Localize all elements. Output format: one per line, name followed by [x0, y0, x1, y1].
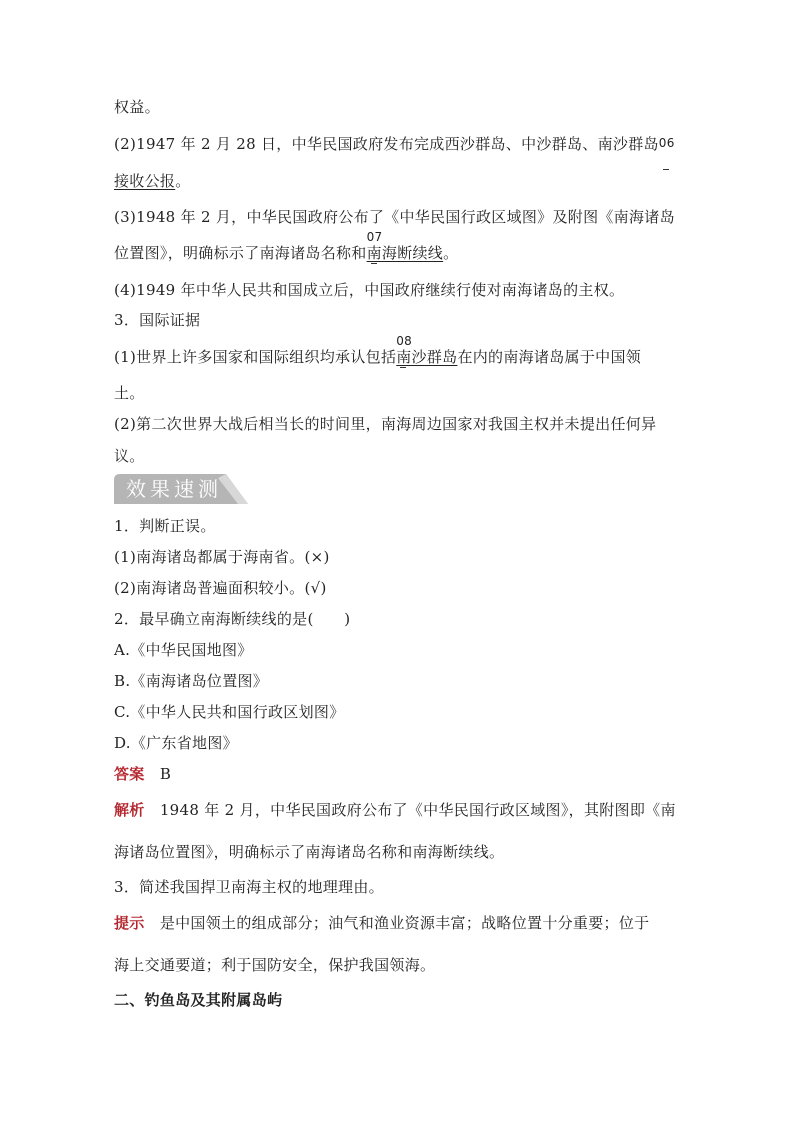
text-line: 土。: [114, 384, 145, 402]
blank-dash: [400, 367, 406, 368]
answer-label: 答案: [114, 765, 145, 783]
underlined-duanxuxian: 南海断续线: [366, 244, 444, 262]
subheading-international: 3．国际证据: [114, 311, 201, 329]
question-3: 3．简述我国捍卫南海主权的地理理由。: [114, 878, 384, 896]
option-d: D.《广东省地图》: [114, 734, 238, 752]
text-line: (1)世界上许多国家和国际组织均承认包括 08 南沙群岛 在内的南海诸岛属于中国领: [114, 334, 642, 366]
section-banner: [114, 474, 248, 504]
text-line: 接收公报。: [114, 172, 191, 190]
text-1948: (3)1948 年 2 月，中华民国政府公布了《中华民国行政区域图》及附图《南海诸岛: [114, 208, 675, 226]
analysis-line-1: 解析 1948 年 2 月，中华民国政府公布了《中华民国行政区域图》，其附图即《南: [114, 801, 676, 819]
answer-line: [114, 764, 171, 784]
blank-number-08: 08: [396, 334, 413, 348]
text-1947: (2)1947 年 2 月 28 日，中华民国政府发布完成西沙群岛、中沙群岛、南沙群岛: [114, 135, 659, 153]
fill-blank-07: [366, 230, 444, 263]
text-line: [114, 97, 160, 117]
hint-label: 提示: [114, 914, 145, 932]
text-line: 位置图》，明确标示了南海诸岛名称和 07 南海断续线 。: [114, 230, 459, 262]
option-b: B.《南海诸岛位置图》: [114, 672, 269, 690]
banner-label: 效果速测: [126, 477, 222, 501]
analysis-line-2: 海诸岛位置图》，明确标示了南海诸岛名称和南海断续线。: [114, 843, 505, 861]
text-line: [114, 134, 675, 154]
text-line: (2)第二次世界大战后相当长的时间里，南海周边国家对我国主权并未提出任何异: [114, 415, 657, 433]
option-a: A.《中华民国地图》: [114, 641, 253, 659]
text-quanyi: 权益。: [114, 98, 160, 116]
text-line: [114, 207, 675, 227]
blank-number-06: 06: [658, 136, 675, 150]
blank-dash: [663, 169, 669, 170]
question-1: 1．判断正误。: [114, 517, 216, 535]
blank-number-07: 07: [366, 230, 383, 244]
question-2: 2．最早确立南海断续线的是( ): [114, 610, 351, 628]
blank-dash: [371, 263, 377, 264]
hint-line-1: 提示 是中国领土的组成部分；油气和渔业资源丰富；战略位置十分重要；位于: [114, 914, 650, 932]
option-c: C.《中华人民共和国行政区划图》: [114, 703, 345, 721]
hint-line-2: 海上交通要道；利于国防安全，保护我国领海。: [114, 956, 436, 974]
fill-blank-08: [396, 334, 458, 367]
section-heading: 二、钓鱼岛及其附属岛屿: [114, 991, 283, 1009]
text-line: [114, 280, 624, 300]
underlined-jieshou-gongbao: 接收公报: [114, 172, 176, 190]
text-1949: (4)1949 年中华人民共和国成立后，中国政府继续行使对南海诸岛的主权。: [114, 281, 625, 299]
text-line: 议。: [114, 447, 145, 465]
question-1-item-1: (1)南海诸岛都属于海南省。(×): [114, 548, 330, 566]
analysis-label: 解析: [114, 801, 145, 819]
question-1-item-2: (2)南海诸岛普遍面积较小。(√): [114, 579, 327, 597]
answer-value: B: [159, 765, 172, 783]
underlined-nansha: 南沙群岛: [396, 348, 458, 366]
